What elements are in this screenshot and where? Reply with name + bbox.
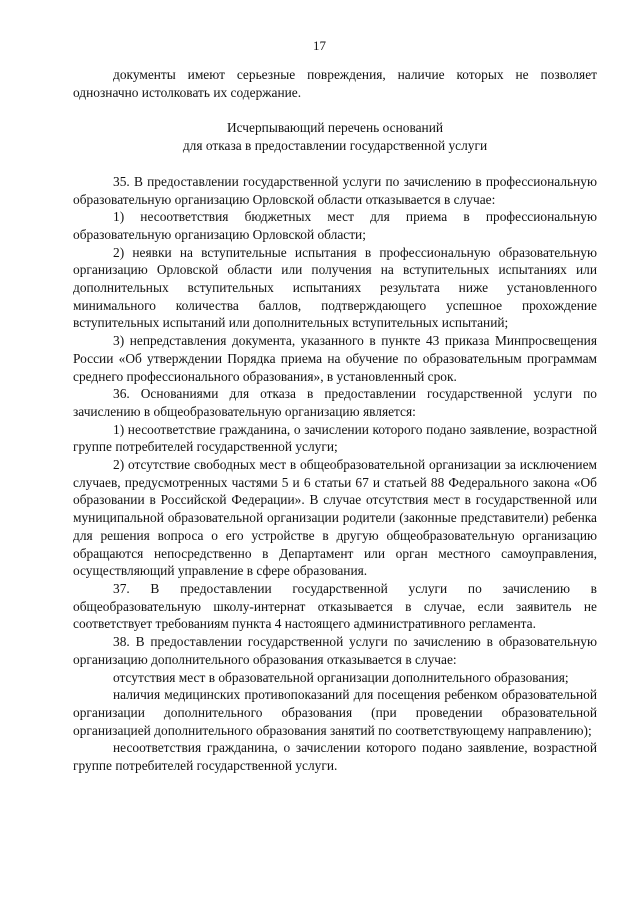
spacer [73,101,597,119]
paragraph-38: 38. В предоставлении государственной услуги по зачислению в образовательную организацию дополнительного образования отказывается в случае: [73,634,597,667]
paragraph-38-item-1: отсутствия мест в образовательной организации дополнительного образования; [113,669,569,685]
section-heading-line-1: Исчерпывающий перечень оснований [226,120,444,136]
spacer [73,155,597,173]
paragraph-38-item-2: наличия медицинских противопоказаний для посещения ребенком образовательной организации дополнительного образования (при проведении образовательной организацией дополнительного образования занятий по соответствующему направлению); [73,687,597,738]
document-body [73,66,597,775]
page-number: 17 [313,38,326,53]
paragraph-35-item-1: 1) несоответствия бюджетных мест для приема в профессиональную образовательную организацию Орловской области; [73,209,597,242]
paragraph-35-item-3: 3) непредставления документа, указанного в пункте 43 приказа Минпросвещения России «Об утверждении Порядка приема на обучение по образовательным программам среднего профессионального образования», в установленный срок. [73,333,597,384]
paragraph-38-item-3: несоответствия гражданина, о зачислении которого подано заявление, возрастной группе потребителей государственной услуги. [73,740,597,774]
section-heading-line-2: для отказа в предоставлении государственной услуги [182,138,488,154]
paragraph-35: 35. В предоставлении государственной услуги по зачислению в профессиональную образовательную организацию Орловской области отказывается в случае: [73,173,597,207]
paragraph-35-item-2: 2) неявки на вступительные испытания в профессиональную образовательную организацию Орловской области или получения на вступительных испытаниях или дополнительных вступительных испытаниях результата ниже установленного минимального количества баллов, подтверждающего успешное прохождение вступительных испытаний или дополнительных вступительных испытаний; [73,244,597,331]
paragraph-36-item-1: 1) несоответствие гражданина, о зачислении которого подано заявление, возрастной группе потребителей государственной услуги; [73,421,597,455]
continuation-paragraph: документы имеют серьезные повреждения, наличие которых не позволяет однозначно истолковать их содержание. [73,67,597,100]
paragraph-36-item-2: 2) отсутствие свободных мест в общеобразовательной организации за исключением случаев, предусмотренных частями 5 и 6 статьи 67 и статьей 88 Федерального закона «Об образовании в Российской Федерации». В случае отсутствия мест в государственной или муниципальной образовательной организации родители (законные представители) ребенка для решения вопроса о его устройстве в другую общеобразовательную организацию обращаются непосредственно в Департамент или орган местного самоуправления, осуществляющий управление в сфере образования. [73,457,597,579]
paragraph-37: 37. В предоставлении государственной услуги по зачислению в общеобразовательную школу-интернат отказывается в случае, если заявитель не соответствует требованиям пункта 4 настоящего административного регламента. [73,580,597,632]
paragraph-36: 36. Основаниями для отказа в предоставлении государственной услуги по зачислению в общеобразовательную организацию является: [73,386,597,419]
